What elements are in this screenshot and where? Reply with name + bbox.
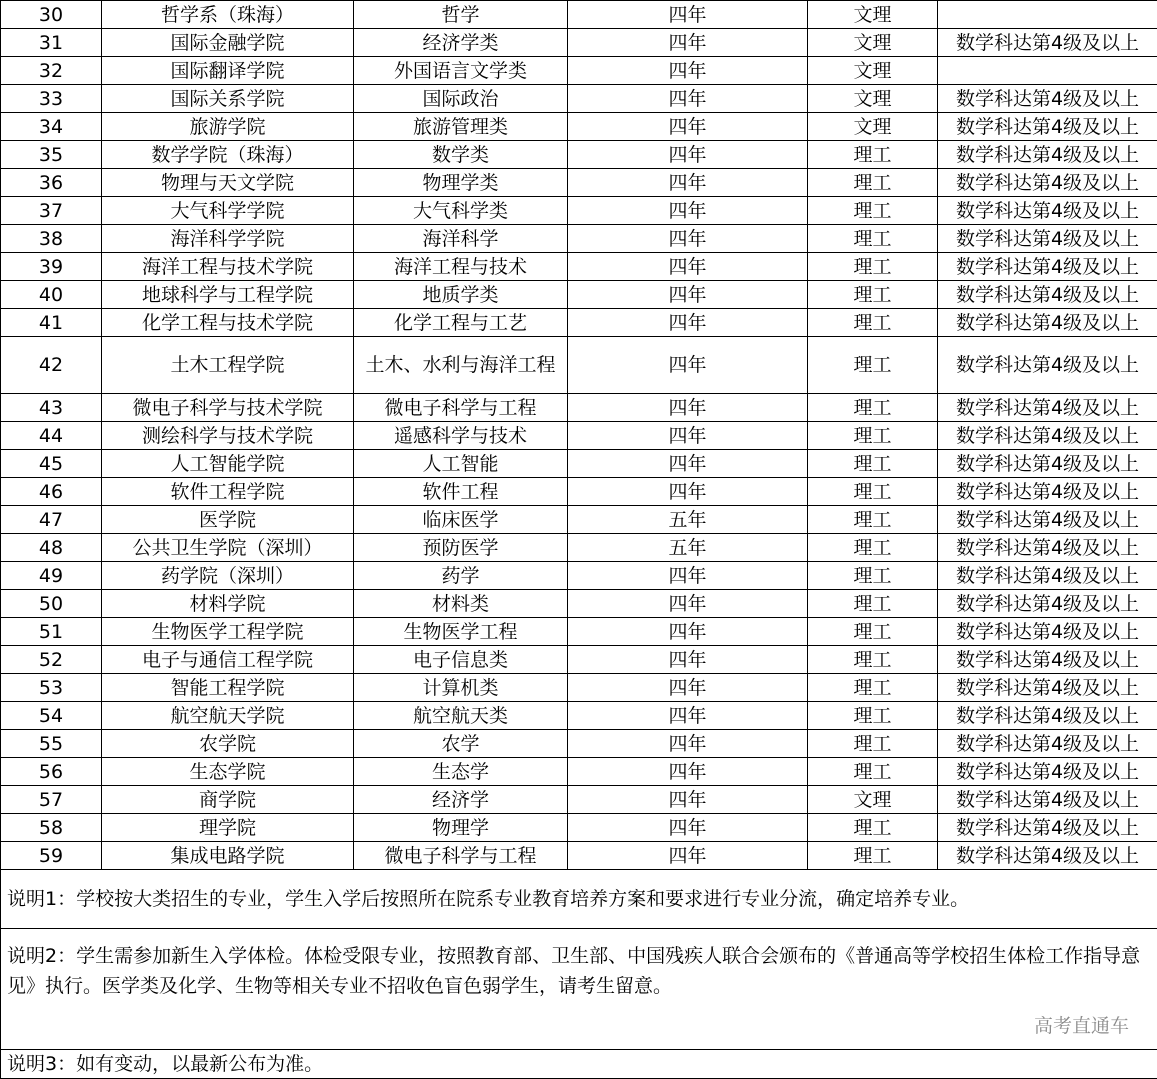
table-row — [1, 618, 1157, 646]
row-number-cell: 40 — [1, 281, 102, 309]
row-number-cell: 58 — [1, 814, 102, 842]
college-cell: 哲学系（珠海） — [102, 1, 354, 29]
row-number-cell: 32 — [1, 57, 102, 85]
table-row — [1, 562, 1157, 590]
table-row — [1, 814, 1157, 842]
duration-cell: 四年 — [568, 141, 808, 169]
table-row — [1, 506, 1157, 534]
college-cell: 医学院 — [102, 506, 354, 534]
college-cell: 地球科学与工程学院 — [102, 281, 354, 309]
major-cell: 电子信息类 — [354, 646, 568, 674]
category-cell: 文理 — [808, 85, 938, 113]
duration-cell: 四年 — [568, 814, 808, 842]
row-number-cell: 44 — [1, 422, 102, 450]
row-number-cell: 56 — [1, 758, 102, 786]
duration-cell: 四年 — [568, 646, 808, 674]
college-cell: 国际关系学院 — [102, 85, 354, 113]
table-row — [1, 590, 1157, 618]
major-cell: 数学类 — [354, 141, 568, 169]
table-row — [1, 730, 1157, 758]
duration-cell: 四年 — [568, 281, 808, 309]
major-cell: 预防医学 — [354, 534, 568, 562]
category-cell: 理工 — [808, 337, 938, 394]
category-cell: 理工 — [808, 814, 938, 842]
row-number-cell: 48 — [1, 534, 102, 562]
major-cell: 物理学类 — [354, 169, 568, 197]
college-cell: 集成电路学院 — [102, 842, 354, 870]
major-cell: 海洋科学 — [354, 225, 568, 253]
requirement-cell: 数学科达第4级及以上 — [938, 562, 1157, 590]
requirement-cell: 数学科达第4级及以上 — [938, 618, 1157, 646]
watermark-text: 高考直通车 — [1034, 1011, 1129, 1038]
table-row — [1, 450, 1157, 478]
row-number-cell: 46 — [1, 478, 102, 506]
notes-section — [1, 870, 1157, 1079]
duration-cell: 五年 — [568, 506, 808, 534]
major-cell: 经济学类 — [354, 29, 568, 57]
category-cell: 理工 — [808, 422, 938, 450]
table-row — [1, 534, 1157, 562]
requirement-cell: 数学科达第4级及以上 — [938, 253, 1157, 281]
category-cell: 理工 — [808, 450, 938, 478]
table-row — [1, 422, 1157, 450]
college-cell: 大气科学学院 — [102, 197, 354, 225]
row-number-cell: 31 — [1, 29, 102, 57]
major-cell: 海洋工程与技术 — [354, 253, 568, 281]
major-cell: 农学 — [354, 730, 568, 758]
duration-cell: 五年 — [568, 534, 808, 562]
category-cell: 理工 — [808, 702, 938, 730]
requirement-cell: 数学科达第4级及以上 — [938, 422, 1157, 450]
table-row — [1, 197, 1157, 225]
requirement-cell: 数学科达第4级及以上 — [938, 730, 1157, 758]
table-row — [1, 141, 1157, 169]
requirement-cell: 数学科达第4级及以上 — [938, 225, 1157, 253]
college-cell: 公共卫生学院（深圳） — [102, 534, 354, 562]
requirement-cell: 数学科达第4级及以上 — [938, 786, 1157, 814]
college-cell: 航空航天学院 — [102, 702, 354, 730]
college-cell: 海洋科学学院 — [102, 225, 354, 253]
requirement-cell: 数学科达第4级及以上 — [938, 394, 1157, 422]
table-row — [1, 225, 1157, 253]
table-row — [1, 646, 1157, 674]
category-cell: 理工 — [808, 730, 938, 758]
college-cell: 测绘科学与技术学院 — [102, 422, 354, 450]
row-number-cell: 30 — [1, 1, 102, 29]
duration-cell: 四年 — [568, 478, 808, 506]
row-number-cell: 39 — [1, 253, 102, 281]
major-cell: 遥感科学与技术 — [354, 422, 568, 450]
major-cell: 材料类 — [354, 590, 568, 618]
duration-cell: 四年 — [568, 562, 808, 590]
requirement-cell — [938, 1, 1157, 29]
duration-cell: 四年 — [568, 253, 808, 281]
requirement-cell: 数学科达第4级及以上 — [938, 590, 1157, 618]
table-row — [1, 169, 1157, 197]
major-cell: 药学 — [354, 562, 568, 590]
category-cell: 理工 — [808, 197, 938, 225]
category-cell: 理工 — [808, 309, 938, 337]
table-row — [1, 394, 1157, 422]
category-cell: 理工 — [808, 225, 938, 253]
college-cell: 旅游学院 — [102, 113, 354, 141]
table-row — [1, 113, 1157, 141]
duration-cell: 四年 — [568, 57, 808, 85]
table-row — [1, 281, 1157, 309]
category-cell: 理工 — [808, 562, 938, 590]
duration-cell: 四年 — [568, 169, 808, 197]
college-cell: 国际金融学院 — [102, 29, 354, 57]
row-number-cell: 36 — [1, 169, 102, 197]
duration-cell: 四年 — [568, 1, 808, 29]
requirement-cell: 数学科达第4级及以上 — [938, 702, 1157, 730]
duration-cell: 四年 — [568, 113, 808, 141]
college-cell: 智能工程学院 — [102, 674, 354, 702]
category-cell: 理工 — [808, 506, 938, 534]
table-row — [1, 786, 1157, 814]
duration-cell: 四年 — [568, 197, 808, 225]
duration-cell: 四年 — [568, 730, 808, 758]
table-row — [1, 29, 1157, 57]
row-number-cell: 47 — [1, 506, 102, 534]
duration-cell: 四年 — [568, 674, 808, 702]
row-number-cell: 33 — [1, 85, 102, 113]
requirement-cell: 数学科达第4级及以上 — [938, 29, 1157, 57]
requirement-cell: 数学科达第4级及以上 — [938, 141, 1157, 169]
college-cell: 农学院 — [102, 730, 354, 758]
category-cell: 理工 — [808, 141, 938, 169]
college-cell: 电子与通信工程学院 — [102, 646, 354, 674]
table-row — [1, 478, 1157, 506]
duration-cell: 四年 — [568, 618, 808, 646]
major-cell: 航空航天类 — [354, 702, 568, 730]
requirement-cell: 数学科达第4级及以上 — [938, 534, 1157, 562]
row-number-cell: 52 — [1, 646, 102, 674]
duration-cell: 四年 — [568, 422, 808, 450]
category-cell: 理工 — [808, 674, 938, 702]
college-cell: 数学学院（珠海） — [102, 141, 354, 169]
major-cell: 土木、水利与海洋工程 — [354, 337, 568, 394]
table-row — [1, 253, 1157, 281]
table-row — [1, 337, 1157, 394]
table-row — [1, 1, 1157, 29]
requirement-cell: 数学科达第4级及以上 — [938, 758, 1157, 786]
row-number-cell: 41 — [1, 309, 102, 337]
requirement-cell: 数学科达第4级及以上 — [938, 309, 1157, 337]
row-number-cell: 55 — [1, 730, 102, 758]
duration-cell: 四年 — [568, 590, 808, 618]
major-cell: 软件工程 — [354, 478, 568, 506]
major-cell: 旅游管理类 — [354, 113, 568, 141]
college-cell: 物理与天文学院 — [102, 169, 354, 197]
duration-cell: 四年 — [568, 450, 808, 478]
table-body — [1, 1, 1157, 870]
category-cell: 理工 — [808, 842, 938, 870]
duration-cell: 四年 — [568, 758, 808, 786]
duration-cell: 四年 — [568, 337, 808, 394]
requirement-cell: 数学科达第4级及以上 — [938, 85, 1157, 113]
requirement-cell: 数学科达第4级及以上 — [938, 814, 1157, 842]
requirement-cell: 数学科达第4级及以上 — [938, 197, 1157, 225]
requirement-cell: 数学科达第4级及以上 — [938, 674, 1157, 702]
major-cell: 微电子科学与工程 — [354, 842, 568, 870]
requirement-cell — [938, 57, 1157, 85]
category-cell: 理工 — [808, 253, 938, 281]
category-cell: 文理 — [808, 29, 938, 57]
row-number-cell: 38 — [1, 225, 102, 253]
duration-cell: 四年 — [568, 309, 808, 337]
row-number-cell: 42 — [1, 337, 102, 394]
requirement-cell: 数学科达第4级及以上 — [938, 842, 1157, 870]
major-cell: 国际政治 — [354, 85, 568, 113]
college-cell: 土木工程学院 — [102, 337, 354, 394]
college-cell: 国际翻译学院 — [102, 57, 354, 85]
category-cell: 理工 — [808, 534, 938, 562]
row-number-cell: 59 — [1, 842, 102, 870]
category-cell: 理工 — [808, 646, 938, 674]
college-cell: 材料学院 — [102, 590, 354, 618]
major-cell: 大气科学类 — [354, 197, 568, 225]
table-row — [1, 57, 1157, 85]
category-cell: 文理 — [808, 57, 938, 85]
major-cell: 地质学类 — [354, 281, 568, 309]
requirement-cell: 数学科达第4级及以上 — [938, 450, 1157, 478]
college-cell: 生物医学工程学院 — [102, 618, 354, 646]
college-cell: 商学院 — [102, 786, 354, 814]
table-row — [1, 674, 1157, 702]
table-row — [1, 702, 1157, 730]
requirement-cell: 数学科达第4级及以上 — [938, 337, 1157, 394]
row-number-cell: 50 — [1, 590, 102, 618]
major-cell: 化学工程与工艺 — [354, 309, 568, 337]
duration-cell: 四年 — [568, 29, 808, 57]
college-cell: 人工智能学院 — [102, 450, 354, 478]
college-cell: 药学院（深圳） — [102, 562, 354, 590]
note-row-3 — [1, 1050, 1157, 1079]
row-number-cell: 57 — [1, 786, 102, 814]
category-cell: 理工 — [808, 618, 938, 646]
row-number-cell: 54 — [1, 702, 102, 730]
category-cell: 文理 — [808, 1, 938, 29]
note-row-1 — [1, 870, 1157, 929]
college-cell: 海洋工程与技术学院 — [102, 253, 354, 281]
major-cell: 微电子科学与工程 — [354, 394, 568, 422]
row-number-cell: 53 — [1, 674, 102, 702]
row-number-cell: 35 — [1, 141, 102, 169]
major-cell: 生物医学工程 — [354, 618, 568, 646]
table-row — [1, 309, 1157, 337]
category-cell: 理工 — [808, 394, 938, 422]
major-cell: 临床医学 — [354, 506, 568, 534]
duration-cell: 四年 — [568, 702, 808, 730]
major-cell: 人工智能 — [354, 450, 568, 478]
college-cell: 生态学院 — [102, 758, 354, 786]
major-cell: 外国语言文学类 — [354, 57, 568, 85]
major-cell: 计算机类 — [354, 674, 568, 702]
requirement-cell: 数学科达第4级及以上 — [938, 506, 1157, 534]
note-3: 说明3：如有变动，以最新公布为准。 — [1, 1050, 1157, 1079]
requirement-cell: 数学科达第4级及以上 — [938, 646, 1157, 674]
requirement-cell: 数学科达第4级及以上 — [938, 113, 1157, 141]
category-cell: 文理 — [808, 786, 938, 814]
row-number-cell: 43 — [1, 394, 102, 422]
major-cell: 经济学 — [354, 786, 568, 814]
table-row — [1, 758, 1157, 786]
college-cell: 化学工程与技术学院 — [102, 309, 354, 337]
duration-cell: 四年 — [568, 842, 808, 870]
note-row-2 — [1, 929, 1157, 1050]
table-row — [1, 842, 1157, 870]
requirement-cell: 数学科达第4级及以上 — [938, 169, 1157, 197]
major-cell: 物理学 — [354, 814, 568, 842]
table-row — [1, 85, 1157, 113]
row-number-cell: 37 — [1, 197, 102, 225]
note-2: 说明2：学生需参加新生入学体检。体检受限专业，按照教育部、卫生部、中国残疾人联合会颁布的《普通高等学校招生体检工作指导意见》执行。医学类及化学、生物等相关专业不招收色盲色弱学生，请考生留意。 — [1, 929, 1157, 1050]
row-number-cell: 51 — [1, 618, 102, 646]
category-cell: 文理 — [808, 113, 938, 141]
duration-cell: 四年 — [568, 85, 808, 113]
row-number-cell: 49 — [1, 562, 102, 590]
category-cell: 理工 — [808, 169, 938, 197]
major-cell: 生态学 — [354, 758, 568, 786]
note-1: 说明1：学校按大类招生的专业，学生入学后按照所在院系专业教育培养方案和要求进行专业分流，确定培养专业。 — [1, 870, 1157, 929]
category-cell: 理工 — [808, 478, 938, 506]
category-cell: 理工 — [808, 758, 938, 786]
college-cell: 微电子科学与技术学院 — [102, 394, 354, 422]
category-cell: 理工 — [808, 590, 938, 618]
college-cell: 软件工程学院 — [102, 478, 354, 506]
requirement-cell: 数学科达第4级及以上 — [938, 281, 1157, 309]
category-cell: 理工 — [808, 281, 938, 309]
row-number-cell: 45 — [1, 450, 102, 478]
duration-cell: 四年 — [568, 225, 808, 253]
row-number-cell: 34 — [1, 113, 102, 141]
requirement-cell: 数学科达第4级及以上 — [938, 478, 1157, 506]
duration-cell: 四年 — [568, 394, 808, 422]
major-cell: 哲学 — [354, 1, 568, 29]
duration-cell: 四年 — [568, 786, 808, 814]
college-cell: 理学院 — [102, 814, 354, 842]
